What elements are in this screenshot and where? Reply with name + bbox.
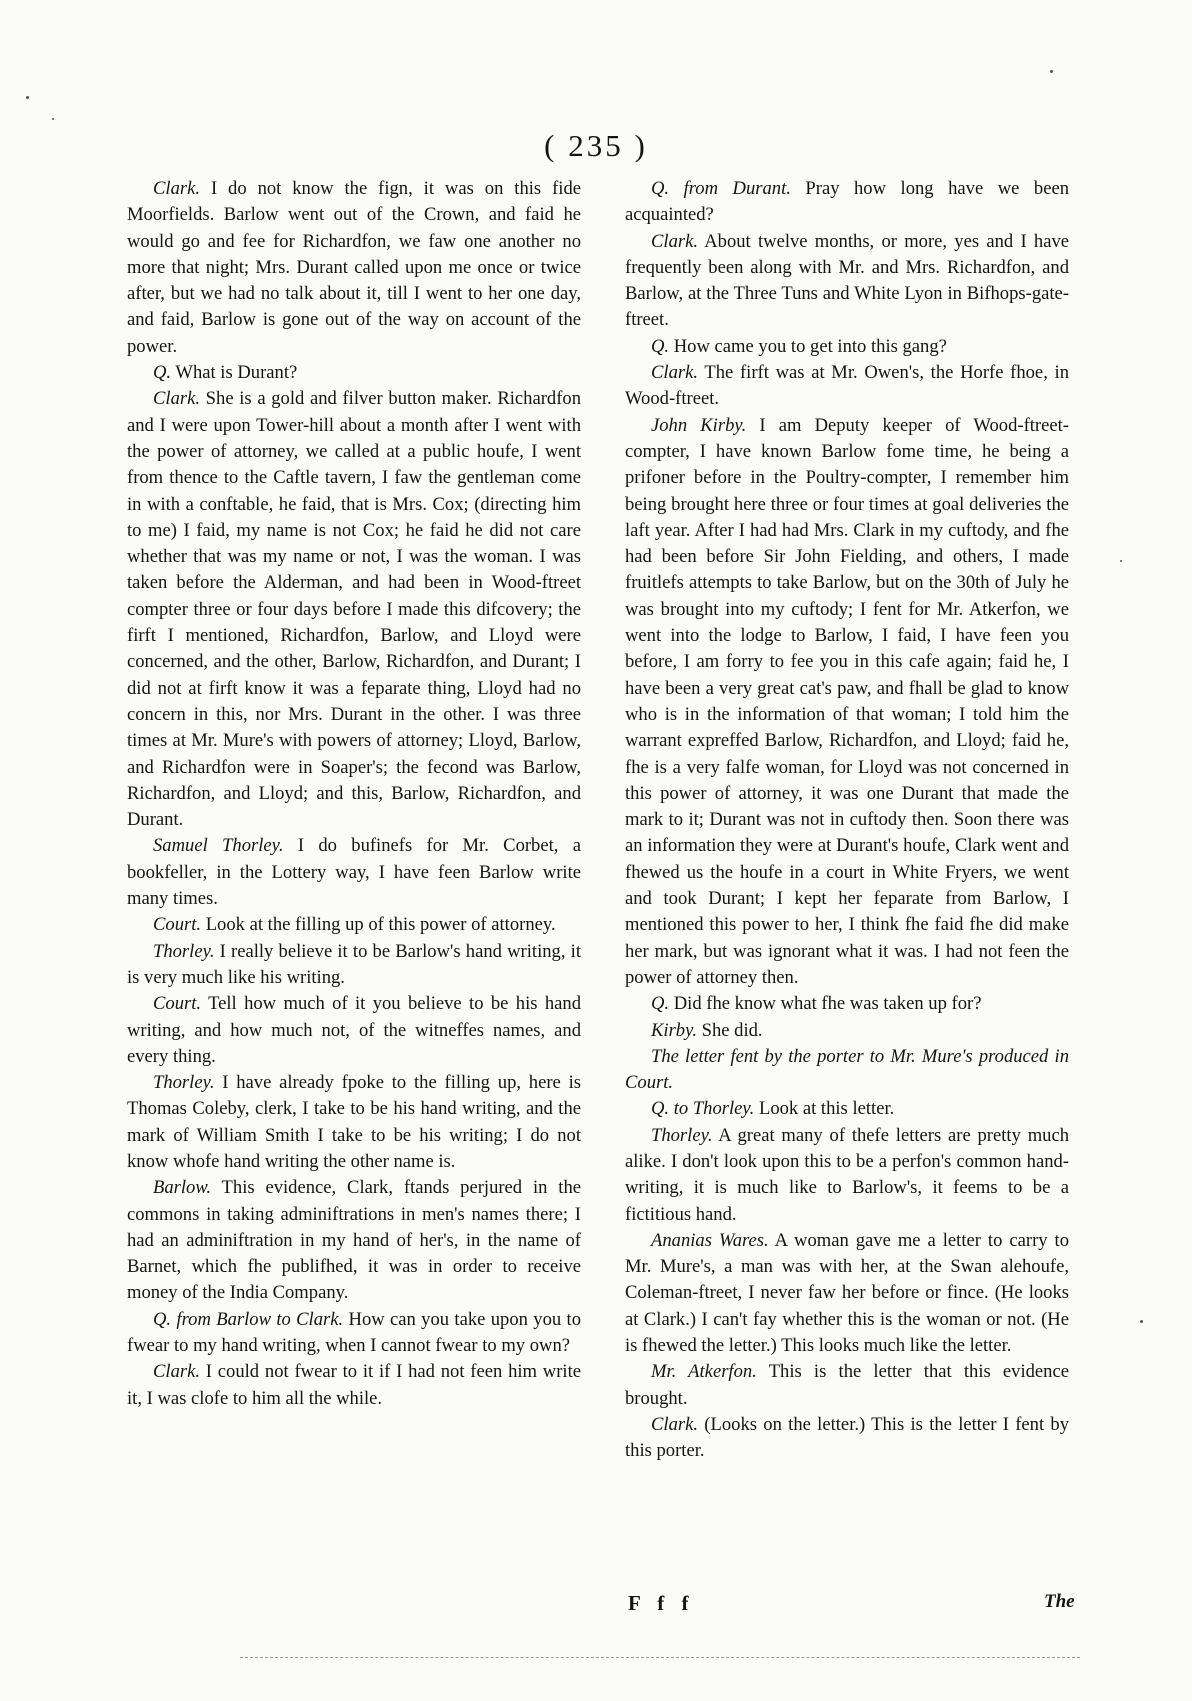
paragraph-text: I do not know the fign, it was on this fide Moorfields. Barlow went out of the Crown, and faid he would go and fee for Richardfon, we faw one another no more that night; Mrs. Durant called upon me once or twice after, but we had no talk about it, till I went to her one day, and faid, Barlow is gone out of the way on account of the power. [127, 178, 581, 357]
paragraph-text: I have already fpoke to the filling up, here is Thomas Coleby, clerk, I take to be his hand writing, and the mark of William Smith I take to be his writing; I do not know whofe hand writing the other name is. [127, 1072, 581, 1172]
paragraph [625, 229, 1069, 334]
exhibit-note-text: The letter fent by the porter to Mr. Mure's produced in Court. [625, 1045, 1069, 1094]
paragraph [127, 1070, 581, 1175]
signature-mark: F f f [628, 1591, 695, 1615]
speaker-label: Kirby. [651, 1019, 697, 1041]
page-number: ( 235 ) [544, 128, 648, 163]
paragraph [625, 1123, 1069, 1228]
paragraph-text: This evidence, Clark, ftands perjured in the commons in taking adminiftrations in men's names there; I had an adminiftration in my hand of her's, in the name of Barnet, which fhe publifhed, it was in order to receive money of the India Company. [127, 1177, 581, 1304]
speaker-label: Thorley. [651, 1124, 713, 1146]
speaker-label: Thorley. [153, 940, 215, 962]
paragraph-text: I am Deputy keeper of Wood-ftreet-compter, I have known Barlow fome time, he being a prifoner before in the Poultry-compter, I remember him being brought here three or four times at goal deliveries the laft year. After I had had Mrs. Clark in my cuftody, and fhe had been before Sir John Fielding, and others, I made fruitlefs attempts to take Barlow, but on the 30th of July he was brought into my cuftody; I fent for Mr. Atkerfon, we went into the lodge to Barlow, I faid, I have feen you before, I am forry to fee you in this cafe again; faid he, I have been a very great cat's paw, and fhall be glad to know who is in the information of that woman; I told him the warrant expreffed Barlow, Richardfon, and Lloyd; faid he, fhe is a very falfe woman, for Lloyd was not concerned in this power of attorney, it was one Durant that made the mark to it; Durant was not in cuftody then. Soon there was an information they were at Durant's houfe, Clark went and fhewed us the houfe in a court in White Fryers, we went and took Durant; I kept her feparate from Barlow, I mentioned this power to her, I think fhe faid fhe did make her mark, but was ignorant what it was. I had not feen the power of attorney then. [625, 414, 1069, 988]
paragraph-text: I do bufinefs for Mr. Corbet, a bookfeller, in the Lottery way, I have feen Barlow write many times. [127, 835, 581, 910]
paragraph-text: The firft was at Mr. Owen's, the Horfe fhoe, in Wood-ftreet. [625, 362, 1069, 410]
speaker-label: Court. [153, 993, 202, 1015]
paragraph [625, 176, 1069, 229]
speaker-label: Samuel Thorley. [153, 835, 284, 857]
speaker-label: Thorley. [153, 1072, 215, 1094]
paragraph [625, 1018, 1069, 1044]
speaker-label: Q. [153, 362, 172, 384]
speaker-label: Clark. [651, 1413, 699, 1435]
paragraph [127, 176, 581, 360]
paragraph [127, 360, 581, 386]
paragraph [625, 1228, 1069, 1359]
paragraph-text: I could not fwear to it if I had not feen him write it, I was clofe to him all the while. [127, 1361, 581, 1409]
speaker-label: Barlow. [153, 1177, 212, 1199]
paragraph-text: How can you take upon you to fwear to my hand writing, when I cannot fwear to my own? [127, 1308, 581, 1357]
paragraph-text: Did fhe know what fhe was taken up for? [669, 993, 982, 1015]
speaker-label: Mr. Atkerfon. [651, 1361, 757, 1383]
paragraph-text: About twelve months, or more, yes and I have frequently been along with Mr. and Mrs. Richardfon, and Barlow, at the Three Tuns and White Lyon in Bifhops-gate-ftreet. [625, 230, 1069, 331]
paragraph [625, 1412, 1069, 1465]
paragraph [127, 1307, 581, 1360]
scan-speck [1140, 1320, 1143, 1323]
paragraph-text: Pray how long have we been acquainted? [625, 178, 1069, 226]
paragraph-text: Look at this letter. [754, 1098, 895, 1120]
speaker-label: Q. from Durant. [651, 178, 791, 199]
paragraph [625, 413, 1069, 992]
paragraph-text: Tell how much of it you believe to be his hand writing, and how much not, of the witneffes names, and every thing. [127, 993, 581, 1067]
right-column [625, 176, 1069, 1465]
scan-speck [26, 96, 29, 99]
paragraph [127, 991, 581, 1070]
catchword: The [1044, 1591, 1075, 1612]
paragraph [127, 833, 581, 912]
paragraph-text: A great many of thefe letters are pretty much alike. I don't look upon this to be a perfon's common hand-writing, it is much like to Barlow's, it feems to be a fictitious hand. [625, 1124, 1069, 1225]
speaker-label: Q. [651, 993, 670, 1015]
speaker-label: Clark. [153, 388, 201, 410]
left-column [127, 176, 581, 1412]
paragraph-text: (Looks on the letter.) This is the letter I fent by this porter. [625, 1413, 1069, 1462]
paragraph [625, 360, 1069, 413]
speaker-label: Q. to Thorley. [651, 1098, 755, 1120]
speaker-label: Q. from Barlow to Clark. [153, 1308, 344, 1330]
speaker-label: Clark. [153, 1361, 201, 1383]
paragraph [625, 1359, 1069, 1412]
speaker-label: Q. [651, 335, 670, 357]
paragraph [127, 912, 581, 938]
scan-speck [52, 118, 54, 120]
paragraph [127, 1359, 581, 1412]
paragraph [625, 1096, 1069, 1122]
scan-speck [1120, 560, 1122, 562]
paragraph-text: She is a gold and filver button maker. Richardfon and I were upon Tower-hill about a month after I went with the power of attorney, we called at a public houfe, I went from thence to the Caftle tavern, I faw the gentleman come in with a conftable, he faid, that is Mrs. Cox; (directing him to me) I faid, my name is not Cox; he faid he did not care whether that was my name or not, I was the woman. I was taken before the Alderman, and had been in Wood-ftreet compter three or four days before I made this difcovery; the firft I mentioned, Richardfon, Barlow, and Lloyd were concerned, and the other, Barlow, Richardfon, and Durant; I did not at firft know it was a feparate thing, Lloyd had no concern in this, nor Mrs. Durant in the other. I was three times at Mr. Mure's with powers of attorney; Lloyd, Barlow, and Richardfon were in Soaper's; the fecond was Barlow, Richardfon, and Lloyd; and this, Barlow, Richardfon, and Durant. [127, 388, 581, 831]
paragraph [127, 939, 581, 992]
speaker-label: Court. [153, 914, 202, 936]
paragraph [127, 386, 581, 833]
paragraph-text: How came you to get into this gang? [669, 335, 947, 357]
paragraph-text: I really believe it to be Barlow's hand writing, it is very much like his writing. [127, 940, 581, 988]
paragraph [127, 1175, 581, 1306]
scan-edge-rule [240, 1657, 1080, 1658]
exhibit-note [625, 1044, 1069, 1097]
paragraph [625, 991, 1069, 1017]
paragraph-text: What is Durant? [171, 362, 298, 384]
speaker-label: Clark. [153, 178, 201, 199]
paragraph-text: A woman gave me a letter to carry to Mr. Mure's, a man was with her, at the Swan alehoufe, Coleman-ftreet, I never faw her before or fince. (He looks at Clark.) I can't fay whether this is the woman or not. (He is fhewed the letter.) This looks much like the letter. [625, 1229, 1070, 1357]
paragraph-text: Look at the filling up of this power of attorney. [201, 914, 556, 936]
scan-speck [1050, 70, 1053, 73]
speaker-label: Clark. [651, 230, 699, 252]
speaker-label: Clark. [651, 362, 699, 384]
speaker-label: John Kirby. [651, 414, 747, 436]
speaker-label: Ananias Wares. [651, 1229, 769, 1251]
paragraph-text: She did. [696, 1019, 763, 1041]
paragraph [625, 334, 1069, 360]
paragraph-text: This is the letter that this evidence brought. [625, 1361, 1069, 1409]
